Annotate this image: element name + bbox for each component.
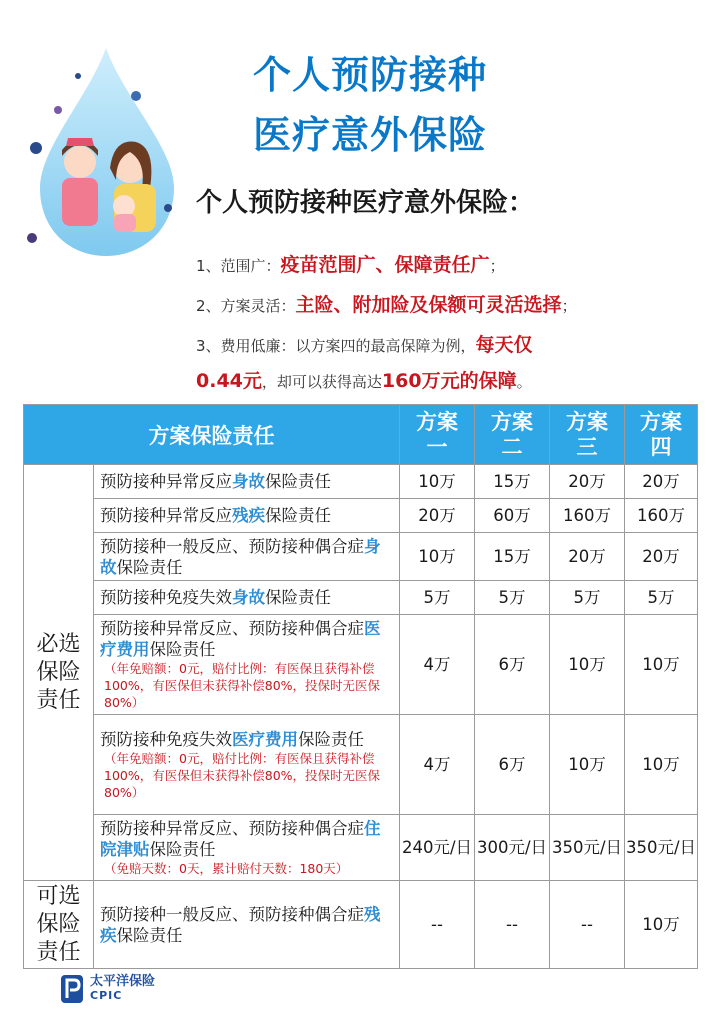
deductible-note: （年免赔额：0元，赔付比例：有医保且获得补偿100%，有医保但未获得补偿80%，投保时无医保80%） bbox=[104, 661, 381, 710]
plan-2-value: 300元/日 bbox=[475, 815, 550, 881]
table-header-row bbox=[24, 405, 698, 465]
plan-2-value: 5万 bbox=[475, 581, 550, 615]
plan-1-value: 4万 bbox=[400, 715, 475, 815]
feature-flexible bbox=[196, 290, 577, 317]
coverage-item: 预防接种异常反应、预防接种偶合症医疗费用保险责任 （年免赔额：0元，赔付比例：有医保且获得补偿100%，有医保但未获得补偿80%，投保时无医保80%） bbox=[94, 615, 400, 715]
plan-3-value: 10万 bbox=[550, 715, 625, 815]
table-row bbox=[24, 499, 698, 533]
plan-4-value: 10万 bbox=[625, 615, 698, 715]
table-row bbox=[24, 615, 698, 715]
plan-3-value: 5万 bbox=[550, 581, 625, 615]
plan-4-value: 20万 bbox=[625, 533, 698, 581]
column-header-plan-2: 方案 二 bbox=[475, 405, 550, 465]
plan-4-value: 20万 bbox=[625, 465, 698, 499]
plan-4-value: 160万 bbox=[625, 499, 698, 533]
plan-1-value: 10万 bbox=[400, 533, 475, 581]
logo-chinese-name: 太平洋保险 bbox=[90, 974, 156, 989]
coverage-item: 预防接种免疫失效身故保险责任 bbox=[94, 581, 400, 615]
feature-low-cost bbox=[196, 330, 533, 357]
feature-low-cost-highlight: 每天仅 bbox=[475, 334, 533, 356]
column-header-plan-1: 方案 一 bbox=[400, 405, 475, 465]
cpic-logo bbox=[60, 972, 155, 1006]
plan-2-value: 15万 bbox=[475, 533, 550, 581]
plan-4-value: 350元/日 bbox=[625, 815, 698, 881]
table-row bbox=[24, 581, 698, 615]
table-row bbox=[24, 881, 698, 969]
plan-1-value: 240元/日 bbox=[400, 815, 475, 881]
table-row bbox=[24, 815, 698, 881]
plan-coverage-table bbox=[23, 404, 698, 969]
feature-low-cost-middle: ，却可以获得高达 bbox=[261, 373, 382, 391]
plan-2-value: 15万 bbox=[475, 465, 550, 499]
feature-flexible-suffix: ； bbox=[561, 297, 577, 315]
plan-3-value: 350元/日 bbox=[550, 815, 625, 881]
plan-3-value: 20万 bbox=[550, 533, 625, 581]
category-optional: 可选 保险 责任 bbox=[24, 881, 94, 969]
feature-low-cost-continued bbox=[196, 366, 532, 393]
table-row bbox=[24, 715, 698, 815]
plan-1-value: 10万 bbox=[400, 465, 475, 499]
plan-4-value: 10万 bbox=[625, 715, 698, 815]
coverage-item: 预防接种免疫失效医疗费用保险责任 （年免赔额：0元，赔付比例：有医保且获得补偿100%，有医保但未获得补偿80%，投保时无医保80%） bbox=[94, 715, 400, 815]
plan-1-value: 5万 bbox=[400, 581, 475, 615]
feature-coverage-label: 1、范围广： bbox=[196, 257, 281, 275]
section-subtitle: 个人预防接种医疗意外保险： bbox=[196, 188, 535, 218]
feature-low-cost-suffix: 。 bbox=[516, 373, 532, 391]
category-required: 必选 保险 责任 bbox=[24, 465, 94, 881]
plan-2-value: 60万 bbox=[475, 499, 550, 533]
plan-2-value: -- bbox=[475, 881, 550, 969]
plan-1-value: -- bbox=[400, 881, 475, 969]
column-header-plan-4: 方案 四 bbox=[625, 405, 698, 465]
daily-price: 0.44元 bbox=[196, 370, 262, 392]
coverage-item: 预防接种一般反应、预防接种偶合症残疾保险责任 bbox=[94, 881, 400, 969]
logo-english-name: CPIC bbox=[90, 989, 123, 1002]
table-row bbox=[24, 465, 698, 499]
coverage-item: 预防接种异常反应身故保险责任 bbox=[94, 465, 400, 499]
column-header-coverage: 方案保险责任 bbox=[24, 405, 400, 465]
plan-3-value: 20万 bbox=[550, 465, 625, 499]
plan-1-value: 4万 bbox=[400, 615, 475, 715]
feature-coverage-suffix: ； bbox=[489, 257, 505, 275]
feature-coverage-highlight: 疫苗范围广、保障责任广 bbox=[280, 254, 490, 276]
coverage-item: 预防接种异常反应残疾保险责任 bbox=[94, 499, 400, 533]
column-header-plan-3: 方案 三 bbox=[550, 405, 625, 465]
plan-4-value: 5万 bbox=[625, 581, 698, 615]
cpic-logo-icon bbox=[60, 974, 84, 1004]
plan-3-value: 160万 bbox=[550, 499, 625, 533]
feature-flexible-label: 2、方案灵活： bbox=[196, 297, 296, 315]
deductible-note: （年免赔额：0元，赔付比例：有医保且获得补偿100%，有医保但未获得补偿80%，投保时无医保80%） bbox=[104, 750, 381, 800]
page-title-line1: 个人预防接种 bbox=[252, 53, 487, 97]
deductible-note: （免赔天数：0天，累计赔付天数：180天） bbox=[104, 861, 349, 876]
plan-1-value: 20万 bbox=[400, 499, 475, 533]
plan-2-value: 6万 bbox=[475, 715, 550, 815]
feature-flexible-highlight: 主险、附加险及保额可灵活选择 bbox=[295, 294, 562, 316]
nurse-vaccination-illustration bbox=[18, 38, 193, 263]
coverage-item: 预防接种一般反应、预防接种偶合症身故保险责任 bbox=[94, 533, 400, 581]
plan-4-value: 10万 bbox=[625, 881, 698, 969]
table-row bbox=[24, 533, 698, 581]
feature-low-cost-label: 3、费用低廉：以方案四的最高保障为例， bbox=[196, 337, 476, 355]
feature-coverage bbox=[196, 250, 505, 277]
plan-3-value: -- bbox=[550, 881, 625, 969]
max-coverage: 160万元的保障 bbox=[381, 370, 517, 392]
plan-3-value: 10万 bbox=[550, 615, 625, 715]
page-title-line2: 医疗意外保险 bbox=[252, 113, 487, 157]
coverage-item: 预防接种异常反应、预防接种偶合症住院津贴保险责任 （免赔天数：0天，累计赔付天数：180天） bbox=[94, 815, 400, 881]
plan-2-value: 6万 bbox=[475, 615, 550, 715]
